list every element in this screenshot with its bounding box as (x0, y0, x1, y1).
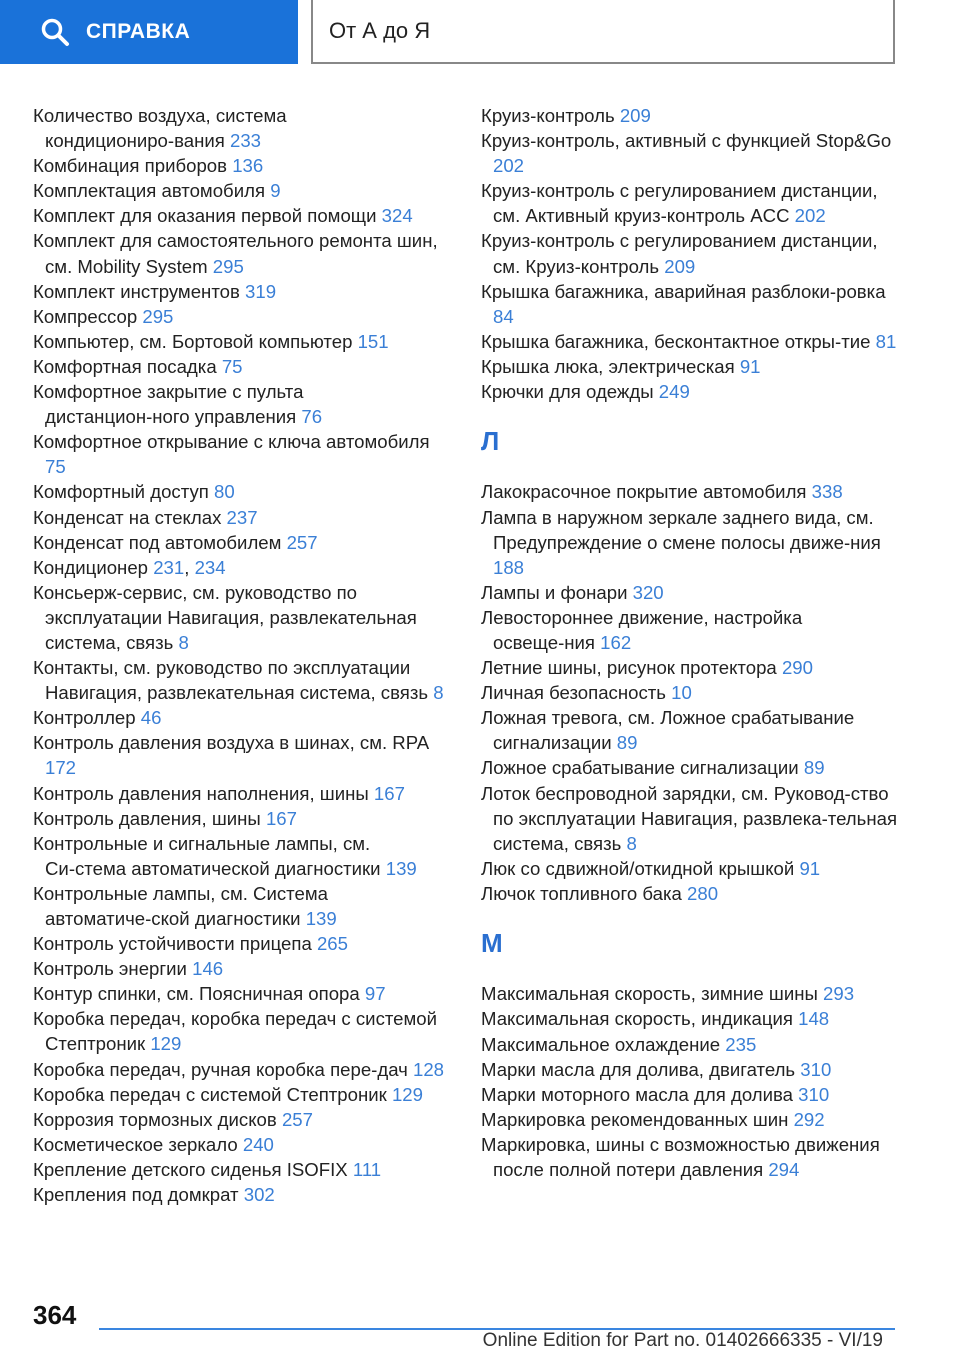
page-link[interactable]: 84 (493, 305, 514, 327)
page-link[interactable]: 9 (270, 180, 281, 202)
page-link[interactable]: 202 (794, 205, 826, 227)
page-link[interactable]: 302 (243, 1184, 275, 1206)
index-entry (481, 479, 901, 504)
index-entry (33, 1057, 453, 1082)
help-label: СПРАВКА (86, 20, 191, 43)
section-title: От А до Я (329, 18, 431, 43)
page-link[interactable]: 46 (140, 707, 162, 729)
index-entry-text: Контроль энергии (33, 958, 187, 980)
index-entry (481, 1082, 901, 1107)
page-link[interactable]: 294 (768, 1158, 800, 1180)
page-link[interactable]: 139 (305, 908, 337, 929)
index-entry (33, 580, 453, 655)
page-link[interactable]: 10 (671, 682, 692, 704)
page-link[interactable]: 235 (725, 1033, 757, 1055)
index-entry (481, 655, 901, 680)
page-link[interactable]: 91 (739, 355, 761, 377)
index-entry (33, 379, 453, 429)
index-entry-text: Контрольные лампы, см. Система автоматиче‑ской диагностики (33, 882, 328, 929)
page-link[interactable]: 89 (803, 757, 825, 779)
index-entry-text: Конденсат на стеклах (33, 506, 222, 528)
index-entry (481, 781, 901, 856)
index-entry-text: Консьерж-сервис, см. руководство по эксплуатации Навигация, развлекательная система, связь (33, 581, 417, 653)
index-entry-text: Комфортная посадка (33, 355, 217, 377)
index-entry (33, 530, 453, 555)
index-column-right (481, 103, 901, 1182)
index-entry-text: Круиз-контроль (481, 105, 615, 126)
index-entry (33, 881, 453, 931)
index-entry-text: Кондиционер (33, 556, 149, 578)
index-entry-text: Левостороннее движение, настройка освеще‑ния (481, 606, 803, 653)
index-entry-text: Ложное срабатывание сигнализации (481, 757, 799, 779)
index-entry-text: Контрольные и сигнальные лампы, см. Си‑стема автоматической диагностики (33, 832, 381, 879)
index-entry-text: Марки масла для долива, двигатель (481, 1058, 796, 1080)
index-entry-text: Компрессор (33, 305, 138, 327)
index-entry (481, 178, 901, 228)
index-entry-text: Марки моторного масла для долива (481, 1083, 793, 1105)
index-entry-text: Максимальная скорость, зимние шины (481, 983, 818, 1005)
edition-info: Online Edition for Part no. 01402666335 - VI/19 (482, 1330, 883, 1351)
page-link[interactable]: 91 (799, 857, 821, 879)
index-entry (33, 479, 453, 504)
index-entry (481, 1132, 901, 1182)
search-icon (40, 17, 70, 47)
page-link[interactable]: 167 (373, 782, 405, 804)
index-entry-text: Ложная тревога, см. Ложное срабатывание сигнализации (481, 707, 855, 754)
index-entry-text: Личная безопасность (481, 682, 666, 704)
index-entry (481, 1006, 901, 1031)
index-entry (33, 429, 453, 479)
index-entry-text: Комбинация приборов (33, 155, 228, 177)
page-link[interactable]: 234 (194, 556, 226, 578)
page-link[interactable]: 324 (381, 205, 413, 227)
index-entry (481, 856, 901, 881)
page-link[interactable]: 293 (823, 983, 855, 1005)
page-link[interactable]: 97 (364, 983, 386, 1005)
help-search-button[interactable] (0, 0, 298, 64)
index-entry (481, 605, 901, 655)
index-entry (481, 680, 901, 705)
index-entry-text: Круиз-контроль с регулированием дистанции, см. Активный круиз-контроль ACC (481, 180, 878, 227)
index-entry (33, 279, 453, 304)
index-entry-text: Комфортный доступ (33, 481, 209, 503)
index-entry (33, 931, 453, 956)
index-entry-text: Коробка передач, ручная коробка пере‑дач (33, 1058, 408, 1080)
index-entry-text: Коробка передач, коробка передач с системой Стептроник (33, 1008, 438, 1055)
index-entry-text: Маркировка, шины с возможностью движения после полной потери давления (481, 1133, 880, 1180)
index-entry (481, 1032, 901, 1057)
section-title-tab[interactable] (311, 0, 895, 64)
index-entry (33, 1107, 453, 1132)
index-entry (33, 103, 453, 153)
page-link[interactable]: 240 (242, 1133, 274, 1155)
page-link[interactable]: 8 (433, 682, 444, 704)
index-letter-heading: Л (481, 426, 500, 457)
index-entry-text: Люк со сдвижной/откидной крышкой (481, 857, 795, 879)
index-entry-text: Компьютер, см. Бортовой компьютер (33, 330, 353, 352)
page-link[interactable]: 237 (226, 506, 258, 528)
index-entry (481, 1057, 901, 1082)
index-entry-text: Коробка передач с системой Стептроник (33, 1083, 387, 1105)
index-entry (33, 1006, 453, 1056)
index-entry (481, 580, 901, 605)
index-entry (33, 1157, 453, 1182)
index-entry (33, 505, 453, 530)
index-entry (481, 705, 901, 755)
index-entry-text: Крышка багажника, бесконтактное откры‑тие (481, 330, 871, 352)
page-link[interactable]: 129 (391, 1083, 423, 1105)
page-link[interactable]: 188 (493, 556, 525, 578)
index-entry-text: Летние шины, рисунок протектора (481, 657, 777, 679)
page-link[interactable]: 75 (221, 355, 243, 377)
page-link[interactable]: 295 (142, 305, 174, 327)
index-entry (481, 505, 901, 580)
index-entry (33, 806, 453, 831)
index-entry: Кондиционер 231, 234 (33, 556, 226, 578)
index-entry (481, 881, 901, 906)
index-entry (33, 153, 453, 178)
index-entry (33, 1182, 453, 1207)
index-letter-heading: М (481, 928, 503, 959)
index-entry (33, 203, 453, 228)
page-link[interactable]: 148 (798, 1008, 830, 1030)
page-link[interactable]: 136 (232, 155, 264, 177)
page-link[interactable]: 209 (619, 105, 651, 126)
index-entry-text: Контроль устойчивости прицепа (33, 933, 312, 955)
page-link[interactable]: 8 (626, 832, 637, 854)
index-entry (481, 128, 901, 178)
index-entry (33, 1132, 453, 1157)
index-entry-text: Конденсат под автомобилем (33, 531, 282, 553)
page-link[interactable]: 233 (230, 130, 262, 152)
index-entry-text: Крючки для одежды (481, 381, 654, 403)
index-entry-text: Лакокрасочное покрытие автомобиля (481, 481, 807, 503)
index-entry-text: Количество воздуха, система кондициониро‑вания (33, 105, 287, 152)
index-entry (33, 304, 453, 329)
page-link[interactable]: 172 (45, 757, 77, 779)
index-entry (33, 730, 453, 780)
index-entry (481, 1107, 901, 1132)
index-entry-text: Крепление детского сиденья ISOFIX (33, 1158, 348, 1180)
index-entry-text: Крышка люка, электрическая (481, 355, 735, 377)
index-entry-text: Лючок топливного бака (481, 882, 682, 904)
index-entry (33, 1082, 453, 1107)
index-entry-text: Крепления под домкрат (33, 1184, 239, 1206)
index-entry (481, 379, 901, 404)
index-entry-text: Лампы и фонари (481, 581, 628, 603)
index-entry-text: Коррозия тормозных дисков (33, 1108, 277, 1130)
index-entry-text: Косметическое зеркало (33, 1133, 238, 1155)
page-link[interactable]: 310 (800, 1058, 832, 1080)
page-link[interactable]: 162 (600, 631, 632, 653)
index-entry (481, 755, 901, 780)
index-entry (33, 329, 453, 354)
index-entry (481, 354, 901, 379)
index-entry-text: Контроль давления воздуха в шинах, см. RPA (33, 732, 429, 754)
index-entry-text: Контроль давления, шины (33, 807, 261, 829)
index-entry-text: Комплект инструментов (33, 280, 240, 302)
page-link[interactable]: 80 (213, 481, 235, 503)
index-entry (33, 705, 453, 730)
page-link[interactable]: 338 (811, 481, 843, 503)
page-link[interactable]: 151 (357, 330, 389, 352)
index-entry (481, 981, 901, 1006)
page-link[interactable]: 111 (352, 1158, 382, 1180)
index-entry-text: Круиз-контроль, активный с функцией Stop&Go (481, 130, 892, 152)
page-link[interactable]: 76 (301, 406, 323, 428)
page-link[interactable]: 295 (212, 255, 244, 277)
page-link[interactable]: 290 (781, 657, 813, 679)
page-link[interactable]: 257 (286, 531, 318, 553)
index-entry-text: Комплектация автомобиля (33, 180, 266, 202)
index-entry (33, 178, 453, 203)
page-link[interactable]: 292 (793, 1108, 825, 1130)
page-link[interactable]: 319 (245, 280, 277, 302)
index-entry-text: Крышка багажника, аварийная разблоки‑ровка (481, 280, 886, 302)
index-entry (33, 228, 453, 278)
index-entry (481, 228, 901, 278)
page-link[interactable]: 167 (265, 807, 297, 829)
index-entry-text: Лоток беспроводной зарядки, см. Руковод‑ство по эксплуатации Навигация, развлека‑тельная система, связь (481, 782, 898, 854)
index-entry (33, 354, 453, 379)
index-entry-text: Лампа в наружном зеркале заднего вида, см. Предупреждение о смене полосы движе‑ния (481, 506, 881, 553)
index-entry-text: Максимальная скорость, индикация (481, 1008, 793, 1030)
index-entry-text: Контроллер (33, 707, 136, 729)
index-entry-text: Комфортное закрытие с пульта дистанцион‑ного управления (33, 381, 304, 428)
page-link[interactable]: 75 (45, 456, 66, 478)
index-entry (481, 279, 901, 329)
page-number: 364 (33, 1300, 77, 1330)
index-entry (33, 956, 453, 981)
index-entry-text: Маркировка рекомендованных шин (481, 1108, 789, 1130)
index-entry-text: Максимальное охлаждение (481, 1033, 721, 1055)
page-link[interactable]: 202 (493, 155, 525, 177)
index-column-left (33, 103, 453, 1207)
index-entry (33, 781, 453, 806)
index-entry (481, 103, 901, 128)
page-link[interactable]: 280 (687, 882, 719, 904)
page-link[interactable]: 249 (658, 381, 690, 403)
page-link[interactable]: 8 (178, 631, 189, 653)
page-link[interactable]: 89 (616, 732, 638, 754)
index-entry (33, 981, 453, 1006)
index-entry-text: Комфортное открывание с ключа автомобиля (33, 431, 430, 453)
index-entry (481, 329, 901, 354)
index-entry (33, 831, 453, 881)
page-link[interactable]: 257 (281, 1108, 313, 1130)
page-link[interactable]: 128 (413, 1058, 445, 1080)
page-link[interactable]: 209 (664, 255, 696, 277)
index-entry-text: Круиз-контроль с регулированием дистанции, см. Круиз-контроль (481, 230, 878, 277)
index-entry-text: Контроль давления наполнения, шины (33, 782, 369, 804)
index-entry-text: Комплект для оказания первой помощи (33, 205, 377, 227)
index-entry (33, 655, 453, 705)
page-link[interactable]: 139 (385, 857, 417, 879)
index-entry-text: Комплект для самостоятельного ремонта шин, см. Mobility System (33, 230, 438, 277)
page-link[interactable]: 310 (798, 1083, 830, 1105)
page-link[interactable]: 146 (192, 958, 224, 980)
page-link[interactable]: 129 (150, 1033, 182, 1055)
page-link[interactable]: 81 (875, 330, 897, 352)
page-link[interactable]: 320 (632, 581, 664, 603)
page-link[interactable]: 231 (153, 556, 185, 578)
index-entry-text: Контур спинки, см. Поясничная опора (33, 983, 360, 1005)
index-entry-text: Контакты, см. руководство по эксплуатации Навигация, развлекательная система, связь (33, 657, 429, 704)
page-link[interactable]: 265 (316, 933, 348, 955)
